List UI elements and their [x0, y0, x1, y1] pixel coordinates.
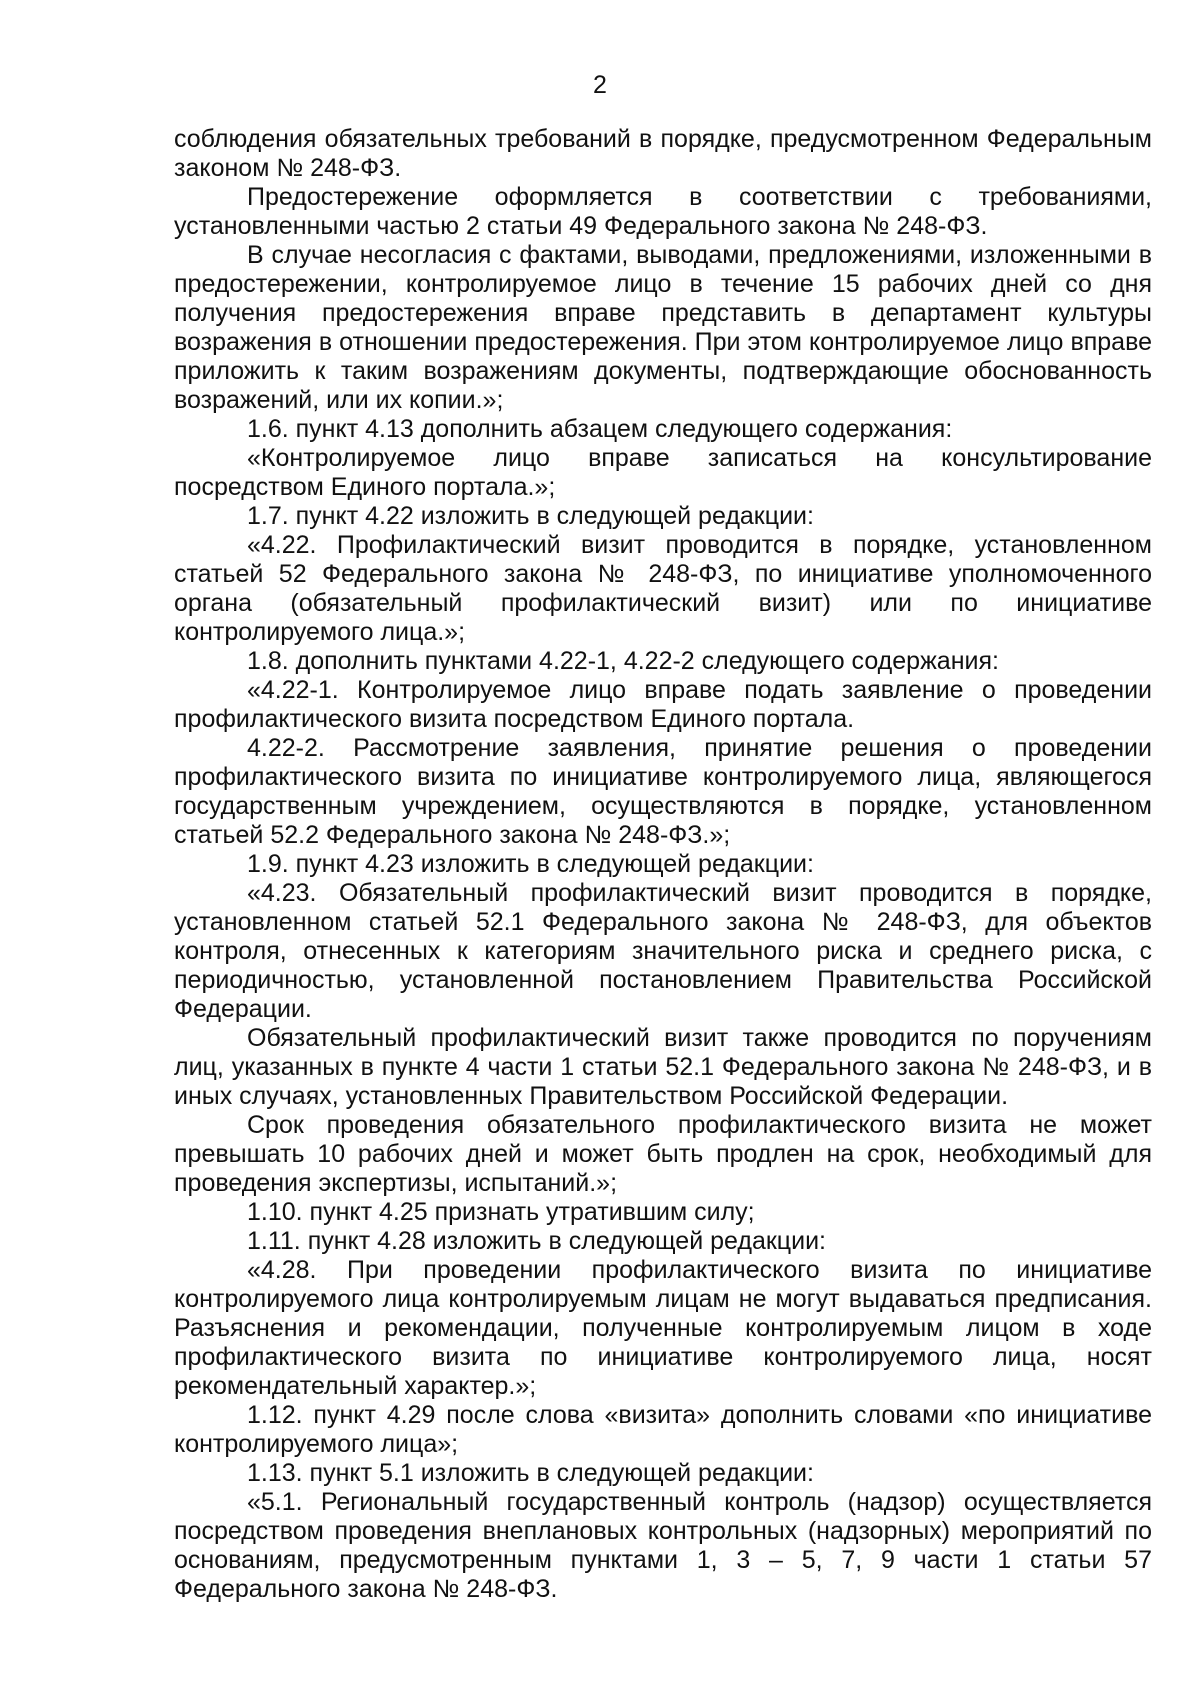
paragraph: 1.6. пункт 4.13 дополнить абзацем следующего содержания: — [247, 415, 953, 443]
paragraph: 1.7. пункт 4.22 изложить в следующей редакции: — [247, 502, 814, 530]
paragraph: В случае несогласия с фактами, выводами, предложениями, изложенными в предостережении, контролируемое лицо в течение 15 рабочих дней со дня получения предостережения вправе представить в департамент культуры возражения в отношении предостережения. При этом контролируемое лицо вправе приложить к таким возражениям документы, подтверждающие обоснованность возражений, или их копии.»; — [174, 241, 1152, 414]
paragraph: «Контролируемое лицо вправе записаться на консультирование посредством Единого портала.»; — [174, 444, 1152, 501]
paragraph: 1.8. дополнить пунктами 4.22-1, 4.22-2 следующего содержания: — [247, 647, 999, 675]
paragraph: «4.28. При проведении профилактического визита по инициативе контролируемого лица контролируемым лицам не могут выдаваться предписания. Разъяснения и рекомендации, полученные контролируемым лицом в ходе профилактического визита по инициативе контролируемого лица, носят рекомендательный характер.»; — [174, 1256, 1152, 1400]
paragraph: 4.22-2. Рассмотрение заявления, принятие решения о проведении профилактического визита по инициативе контролируемого лица, являющегося государственным учреждением, осуществляются в порядке, установленном статьей 52.2 Федерального закона № 248-ФЗ.»; — [174, 734, 1152, 849]
paragraph: «4.22-1. Контролируемое лицо вправе подать заявление о проведении профилактического визита посредством Единого портала. — [174, 676, 1152, 733]
paragraph: 1.10. пункт 4.25 признать утратившим силу; — [247, 1198, 755, 1226]
paragraph: Обязательный профилактический визит также проводится по поручениям лиц, указанных в пункте 4 части 1 статьи 52.1 Федерального закона № 248-ФЗ, и в иных случаях, установленных Правительством Российской Федерации. — [174, 1024, 1152, 1110]
paragraph: Срок проведения обязательного профилактического визита не может превышать 10 рабочих дней и может быть продлен на срок, необходимый для проведения экспертизы, испытаний.»; — [174, 1111, 1152, 1197]
paragraph: 1.13. пункт 5.1 изложить в следующей редакции: — [247, 1459, 814, 1487]
page-number: 2 — [593, 71, 607, 99]
paragraph: «4.22. Профилактический визит проводится в порядке, установленном статьей 52 Федерального закона № 248-ФЗ, по инициативе уполномоченного органа (обязательный профилактический визит) или по инициативе контролируемого лица.»; — [174, 531, 1152, 646]
paragraph: соблюдения обязательных требований в порядке, предусмотренном Федеральным законом № 248-ФЗ. — [174, 125, 1152, 182]
paragraph: 1.12. пункт 4.29 после слова «визита» дополнить словами «по инициативе контролируемого лица»; — [174, 1401, 1152, 1458]
paragraph: 1.9. пункт 4.23 изложить в следующей редакции: — [247, 850, 814, 878]
document-body — [174, 125, 1152, 1604]
paragraph: «5.1. Региональный государственный контроль (надзор) осуществляется посредством проведения внеплановых контрольных (надзорных) мероприятий по основаниям, предусмотренным пунктами 1, 3 – 5, 7, 9 части 1 статьи 57 Федерального закона № 248-ФЗ. — [174, 1488, 1152, 1603]
paragraph: Предостережение оформляется в соответствии с требованиями, установленными частью 2 статьи 49 Федерального закона № 248-ФЗ. — [174, 183, 1152, 240]
paragraph: «4.23. Обязательный профилактический визит проводится в порядке, установленном статьей 52.1 Федерального закона № 248-ФЗ, для объектов контроля, отнесенных к категориям значительного риска и среднего риска, с периодичностью, установленной постановлением Правительства Российской Федерации. — [174, 879, 1152, 1023]
paragraph: 1.11. пункт 4.28 изложить в следующей редакции: — [247, 1227, 826, 1255]
